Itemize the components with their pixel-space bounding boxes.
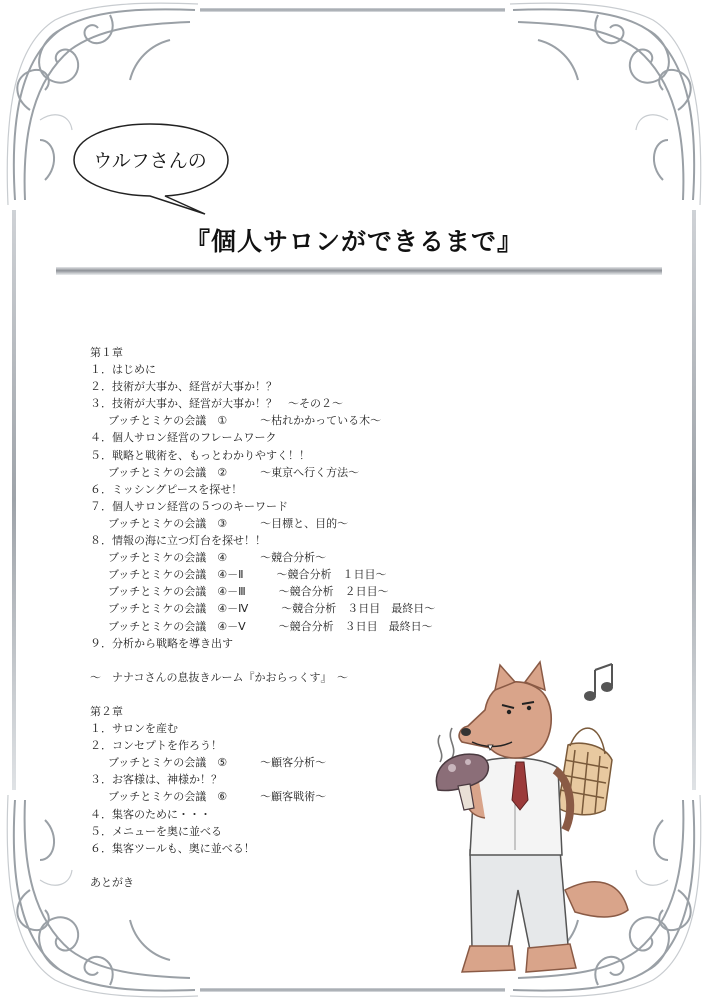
toc-line: 第１章 [90,346,123,359]
toc-line: ３．技術が大事か、経営が大事か！？ ～その２～ [90,397,343,411]
toc-line: あとがき [90,875,134,889]
toc-line: ブッチとミケの会議 ② ～東京へ行く方法～ [108,465,360,479]
toc-line: １．はじめに [90,363,156,377]
table-of-contents [90,344,435,891]
toc-line: ブッチとミケの会議 ④－Ⅲ ～競合分析 ２日目～ [108,585,389,599]
toc-line: 第２章 [90,704,123,718]
toc-line: ９．分析から戦略を導き出す [90,636,233,650]
toc-line: ７．個人サロン経営の５つのキーワード [90,499,288,513]
frame-left-line [12,210,16,790]
toc-line: ブッチとミケの会議 ⑤ ～顧客分析～ [108,756,327,770]
toc-line: ～ ナナコさんの息抜きルーム『かおらっくす』 ～ [90,670,349,684]
frame-right-line [692,210,696,790]
toc-line: ブッチとミケの会議 ① ～枯れかかっている木～ [108,414,382,428]
toc-line [90,686,435,703]
title-underline [56,267,662,275]
music-note-icon [585,664,612,700]
toc-line: ４．集客のために・・・ [90,807,211,821]
frame-top-line [200,8,505,12]
toc-line: ５．戦略と戦術を、もっとわかりやすく！！ [90,448,310,462]
ornament-corner-top-right [508,0,708,215]
toc-line [90,857,435,874]
toc-line: ２．技術が大事か、経営が大事か！？ [90,380,277,394]
toc-line: ３．お客様は、神様か！？ [90,773,222,787]
speech-bubble [70,118,238,218]
toc-line [90,652,435,669]
bubble-text: ウルフさんの [93,150,207,172]
toc-line: ブッチとミケの会議 ⑥ ～顧客戦術～ [108,790,327,804]
toc-line: ブッチとミケの会議 ③ ～目標と、目的～ [108,516,349,530]
page-title: 『個人サロンができるまで』 [184,227,523,256]
toc-line: ５．メニューを奥に並べる [90,824,222,838]
toc-line: ４．個人サロン経営のフレームワーク [90,431,277,445]
toc-line: ２．コンセプトを作ろう！ [90,739,222,753]
toc-line: ６．集客ツールも、奥に並べる！ [90,841,255,855]
toc-line: ８．情報の海に立つ灯台を探せ！！ [90,534,266,548]
wolf-character-illustration [390,650,630,990]
toc-line: ブッチとミケの会議 ④－Ⅱ ～競合分析 １日目～ [108,568,387,582]
toc-line: ブッチとミケの会議 ④－Ⅴ ～競合分析 ３日目 最終日～ [108,619,433,633]
toc-line: ブッチとミケの会議 ④ ～競合分析～ [108,551,327,565]
toc-line: ６．ミッシングピースを探せ！ [90,482,243,496]
toc-line: ブッチとミケの会議 ④－Ⅳ ～競合分析 ３日目 最終日～ [108,602,436,616]
toc-line: １．サロンを産む [90,722,178,736]
